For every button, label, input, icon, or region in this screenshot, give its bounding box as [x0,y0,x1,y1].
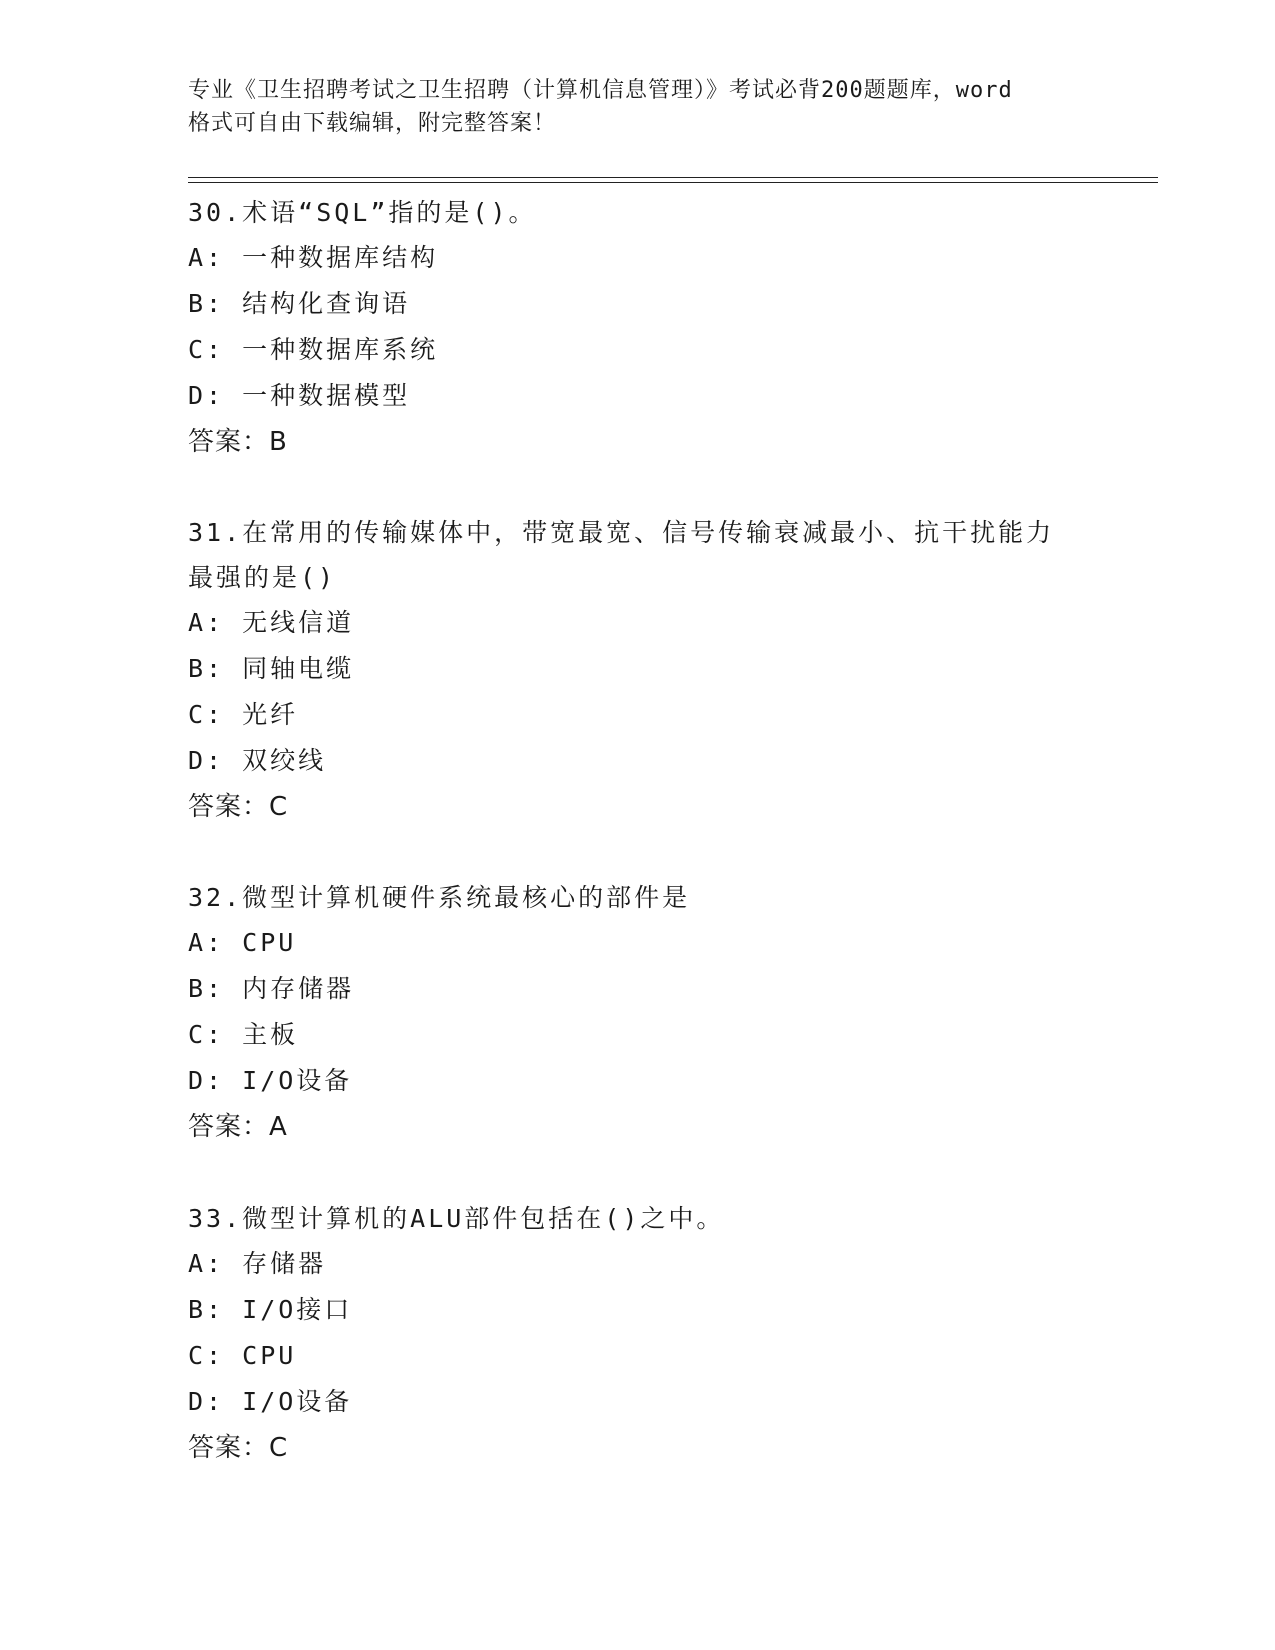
option-b: B: 同轴电缆 [188,654,355,683]
header-line-2: 格式可自由下载编辑，附完整答案！ [188,111,557,136]
header-line-1: 专业《卫生招聘考试之卫生招聘（计算机信息管理）》考试必背200题题库，word [188,78,1013,103]
option-c: C: 一种数据库系统 [188,335,439,364]
answer: 答案：C [188,1433,289,1463]
option-b: B: I/O接口 [188,1295,353,1324]
option-c: C: 主板 [188,1020,299,1049]
option-b: B: 结构化查询语 [188,289,411,318]
option-c: C: CPU [188,1341,297,1370]
option-c: C: 光纤 [188,700,299,729]
header-divider-top [188,177,1158,178]
option-a: A: 存储器 [188,1249,327,1278]
answer: 答案：A [188,1112,288,1142]
question-stem: 31.在常用的传输媒体中，带宽最宽、信号传输衰减最小、抗干扰能力 [188,518,1055,547]
question-stem: 33.微型计算机的ALU部件包括在()之中。 [188,1204,725,1233]
header-divider-bottom [188,182,1158,183]
option-d: D: I/O设备 [188,1387,353,1416]
option-b: B: 内存储器 [188,974,355,1003]
answer: 答案：C [188,792,289,822]
question-32 [188,875,1088,1150]
question-33 [188,1196,1088,1471]
option-a: A: 无线信道 [188,608,355,637]
question-30 [188,190,1088,465]
question-stem-continued: 最强的是() [188,563,337,592]
question-stem: 30.术语“SQL”指的是()。 [188,198,537,227]
option-a: A: 一种数据库结构 [188,243,439,272]
answer: 答案：B [188,427,288,457]
option-d: D: 双绞线 [188,746,327,775]
option-d: D: 一种数据模型 [188,381,411,410]
option-a: A: CPU [188,928,297,957]
option-d: D: I/O设备 [188,1066,353,1095]
question-stem: 32.微型计算机硬件系统最核心的部件是 [188,883,691,912]
document-header [188,74,1088,140]
question-31 [188,510,1088,830]
